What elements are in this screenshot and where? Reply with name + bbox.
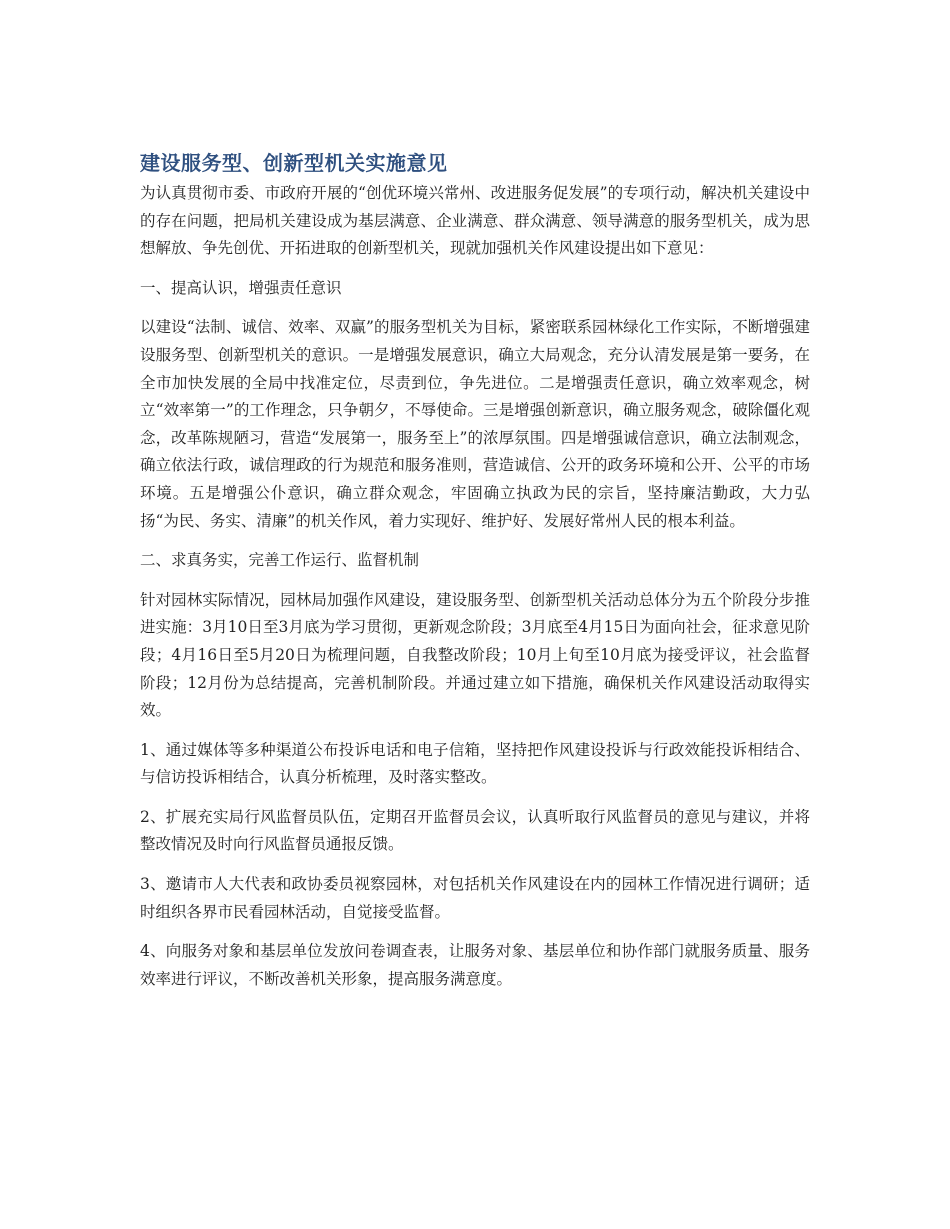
intro-paragraph: 为认真贯彻市委、市政府开展的“创优环境兴常州、改进服务促发展”的专项行动，解决机关建设中的存在问题，把局机关建设成为基层满意、企业满意、群众满意、领导满意的服务型机关，成为思想解放、争先创优、开拓进取的创新型机关，现就加强机关作风建设提出如下意见：	[140, 184, 810, 258]
section-2-paragraph: 针对园林实际情况，园林局加强作风建设，建设服务型、创新型机关活动总体分为五个阶段分步推进实施：3月10日至3月底为学习贯彻，更新观念阶段；3月底至4月15日为面向社会，征求意见阶段；4月16日至5月20日为梳理问题，自我整改阶段；10月上旬至10月底为接受评议，社会监督阶段；12月份为总结提高，完善机制阶段。并通过建立如下措施，确保机关作风建设活动取得实效。	[140, 590, 810, 720]
measure-item-1: 1、通过媒体等多种渠道公布投诉电话和电子信箱，坚持把作风建设投诉与行政效能投诉相结合、与信访投诉相结合，认真分析梳理，及时落实整改。	[140, 740, 810, 787]
measure-item-2: 2、扩展充实局行风监督员队伍，定期召开监督员会议，认真听取行风监督员的意见与建议，并将整改情况及时向行风监督员通报反馈。	[140, 807, 810, 854]
measure-item-4: 4、向服务对象和基层单位发放问卷调查表，让服务对象、基层单位和协作部门就服务质量、服务效率进行评议，不断改善机关形象，提高服务满意度。	[140, 942, 810, 988]
document-title: 建设服务型、创新型机关实施意见	[140, 151, 448, 175]
document-page	[140, 148, 810, 1005]
section-1-paragraph: 以建设“法制、诚信、效率、双赢”的服务型机关为目标，紧密联系园林绿化工作实际，不断增强建设服务型、创新型机关的意识。一是增强发展意识，确立大局观念，充分认清发展是第一要务，在全市加快发展的全局中找准定位，尽责到位，争先进位。二是增强责任意识，确立效率观念，树立“效率第一”的工作理念，只争朝夕，不辱使命。三是增强创新意识，确立服务观念，破除僵化观念，改革陈规陋习，营造“发展第一，服务至上”的浓厚氛围。四是增强诚信意识，确立法制观念，确立依法行政，诚信理政的行为规范和服务准则，营造诚信、公开的政务环境和公开、公平的市场环境。五是增强公仆意识，确立群众观念，牢固确立执政为民的宗旨，坚持廉洁勤政，大力弘扬“为民、务实、清廉”的机关作风，着力实现好、维护好、发展好常州人民的根本利益。	[140, 318, 810, 530]
measure-item-3: 3、邀请市人大代表和政协委员视察园林，对包括机关作风建设在内的园林工作情况进行调研；适时组织各界市民看园林活动，自觉接受监督。	[140, 875, 810, 921]
section-2-heading: 二、求真务实，完善工作运行、监督机制	[140, 551, 420, 570]
section-1-heading: 一、提高认识，增强责任意识	[140, 278, 342, 297]
